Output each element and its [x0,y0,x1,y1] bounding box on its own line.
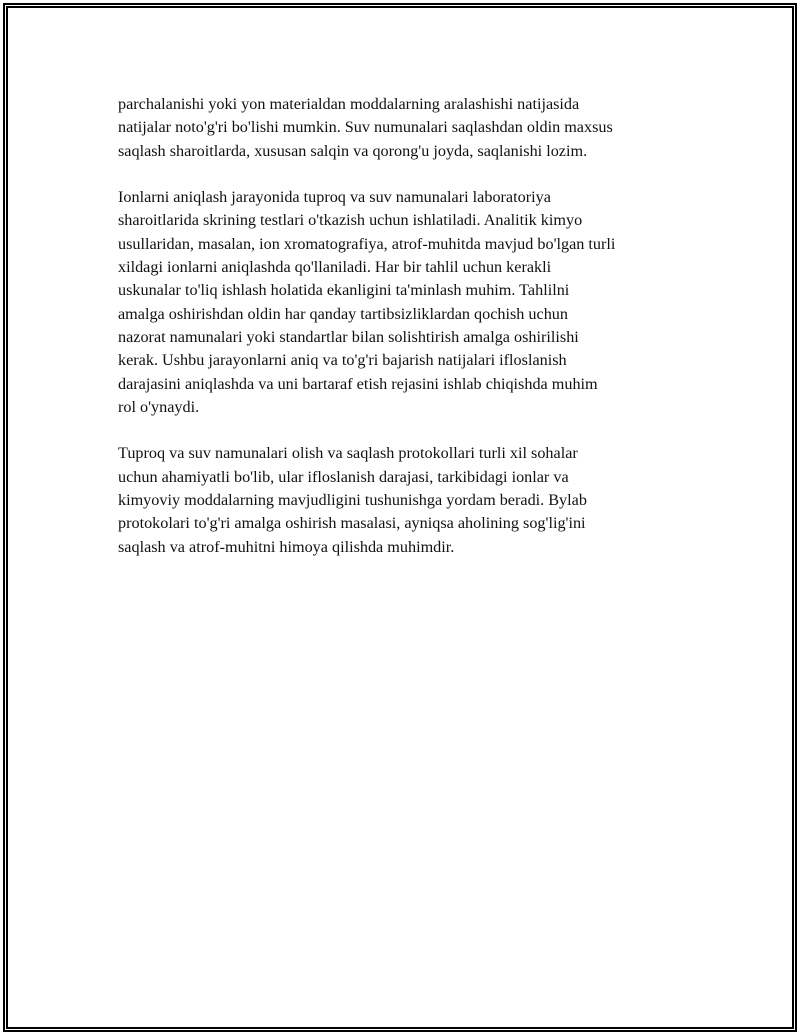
paragraph-3: Tuproq va suv namunalari olish va saqlash protokollari turli xil sohalar uchun ahamiyatli bo'lib, ular ifloslanish darajasi, tarkibidagi ionlar va kimyoviy moddalarning mavjudligini tushunishga yordam beradi. Bylab protokolari to'g'ri amalga oshirish masalasi, ayniqsa aholining sog'lig'ini saqlash va atrof-muhitni himoya qilishda muhimdir. [118,444,587,556]
document-body [118,93,688,582]
paragraph-1: parchalanishi yoki yon materialdan moddalarning aralashishi natijasida natijalar noto'g'ri bo'lishi mumkin. Suv numunalari saqlashdan oldin maxsus saqlash sharoitlarda, xususan salqin va qorong'u joyda, saqlanishi lozim. [118,95,613,160]
paragraph-2: Ionlarni aniqlash jarayonida tuproq va suv namunalari laboratoriya sharoitlarida skrining testlari o'tkazish uchun ishlatiladi. Analitik kimyo usullaridan, masalan, ion xromatografiya, atrof-muhitda mavjud bo'lgan turli xildagi ionlarni aniqlashda qo'llaniladi. Har bir tahlil uchun kerakli uskunalar to'liq ishlash holatida ekanligini ta'minlash muhim. Tahlilni amalga oshirishdan oldin har qanday tartibsizliklardan qochish uchun nazorat namunalari yoki standartlar bilan solishtirish amalga oshirilishi kerak. Ushbu jarayonlarni aniq va to'g'ri bajarish natijalari ifloslanish darajasini aniqlashda va uni bartaraf etish rejasini ishlab chiqishda muhim rol o'ynaydi. [118,188,616,416]
